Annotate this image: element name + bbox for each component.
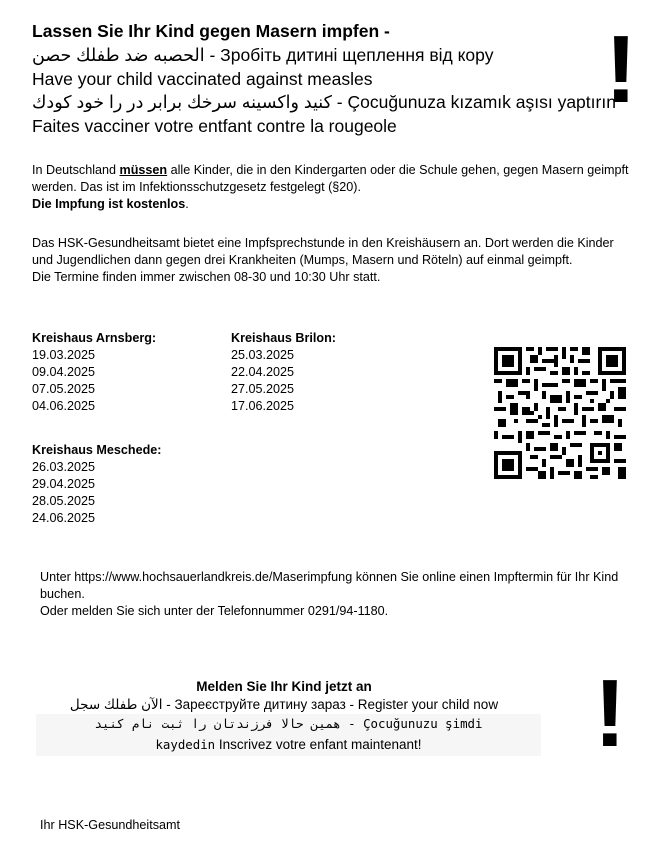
register-french: Inscrivez votre enfant maintenant! (215, 737, 422, 752)
location-brilon (231, 330, 336, 415)
register-line-multilang: الآن طفلك سجل - Зареєструйте дитину зараз - Register your child now (69, 697, 499, 712)
info-paragraph (32, 235, 632, 286)
intro-free-note: Die Impfung ist kostenlos (32, 196, 186, 211)
intro-free-note-tail: . (185, 196, 189, 211)
qr-code-icon[interactable] (494, 347, 626, 479)
footer-signature: Ihr HSK-Gesundheitsamt (40, 818, 180, 832)
intro-paragraph (32, 162, 632, 213)
online-booking-text: Unter https://www.hochsauerlandkreis.de/Maserimpfung können Sie online einen Impftermin für Ihr Kind buchen. (40, 570, 619, 601)
title-arabic-ukrainian: الحصبه ضد طفلك حصن - Зробіть дитині щеплення від кору (32, 44, 494, 65)
location-heading: Kreishaus Brilon: (231, 331, 336, 345)
register-turkish-word: kaydedin (155, 737, 216, 752)
intro-text-b: alle Kinder, die in den Kindergarten oder die Schule gehen, gegen Masern geimpft werden. Das ist im Infektionsschutzgesetz festgelegt (§20). (32, 163, 629, 194)
info-text-1: Das HSK-Gesundheitsamt bietet eine Impfsprechstunde in den Kreishäusern an. Dort werden die Kinder und Jugendlichen dann gegen drei Krankheiten (Mumps, Masern und Röteln) auf einmal geimpft. (32, 236, 614, 267)
phone-text: Oder melden Sie sich unter der Telefonnummer 0291/94-1180. (40, 603, 389, 618)
date-item: 07.05.2025 (32, 381, 96, 396)
date-item: 09.04.2025 (32, 364, 96, 379)
intro-text-a: In Deutschland (32, 163, 120, 177)
date-item: 19.03.2025 (32, 347, 96, 362)
title-french: Faites vacciner votre entfant contre la rougeole (32, 116, 397, 137)
exclamation-icon: ! (594, 660, 626, 767)
date-item: 29.04.2025 (32, 476, 96, 491)
date-item: 04.06.2025 (32, 398, 96, 413)
online-booking-paragraph (40, 569, 620, 620)
date-item: 22.04.2025 (231, 364, 295, 379)
location-arnsberg (32, 330, 156, 415)
date-item: 17.06.2025 (231, 398, 295, 413)
location-heading: Kreishaus Meschede: (32, 443, 162, 457)
location-meschede (32, 442, 162, 527)
register-line-turkish-french (36, 735, 541, 755)
date-item: 26.03.2025 (32, 459, 96, 474)
title-english: Have your child vaccinated against measles (32, 68, 373, 89)
location-heading: Kreishaus Arnsberg: (32, 331, 157, 345)
register-heading: Melden Sie Ihr Kind jetzt an (196, 679, 372, 694)
register-line-persian-turkish: همين حالا فرزندتان را ثبت نام كنيد - Çocuğunuzu şimdi (94, 716, 483, 731)
date-item: 24.06.2025 (32, 510, 96, 525)
info-text-2: Die Termine finden immer zwischen 08-30 und 10:30 Uhr statt. (32, 269, 381, 284)
date-item: 28.05.2025 (32, 493, 96, 508)
title-block (32, 20, 616, 139)
title-german: Lassen Sie Ihr Kind gegen Masern impfen - (32, 21, 390, 41)
title-persian-turkish: كنيد واكسينه سرخك برابر در را خود كودك - Çocuğunuza kızamık aşısı yaptırın (32, 92, 616, 113)
intro-emphasis: müssen (119, 163, 168, 177)
register-block (0, 678, 568, 714)
date-item: 25.03.2025 (231, 347, 295, 362)
date-item: 27.05.2025 (231, 381, 295, 396)
exclamation-icon: ! (605, 16, 637, 123)
